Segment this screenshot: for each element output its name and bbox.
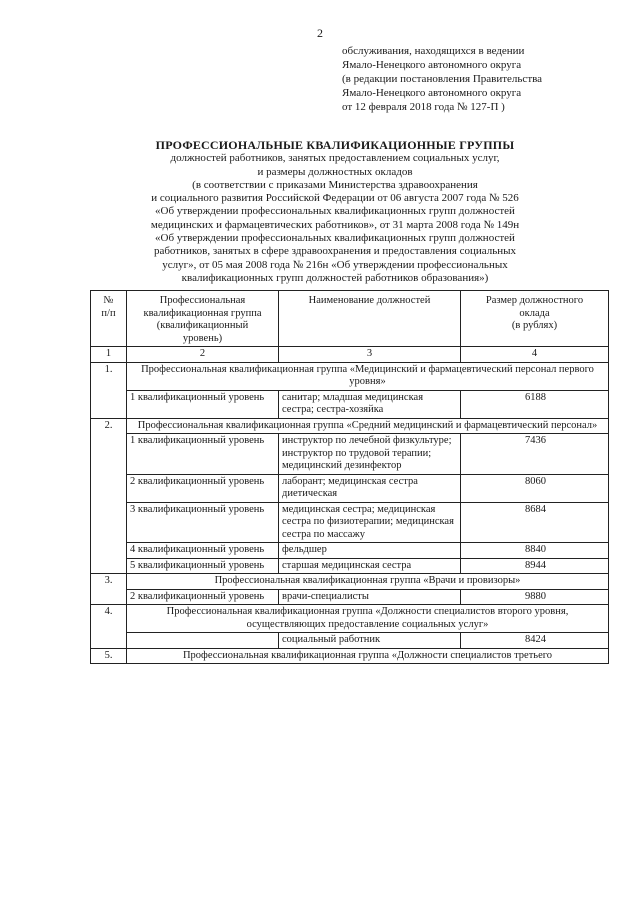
group-number: 3.	[91, 574, 127, 605]
group-number: 1.	[91, 362, 127, 418]
table-row	[91, 633, 609, 649]
table-row	[91, 589, 609, 605]
title-block	[100, 139, 570, 285]
column-number-row	[91, 347, 609, 363]
column-number: 1	[91, 347, 127, 363]
header-note-line: (в редакции постановления Правительства	[342, 73, 543, 85]
header-positions: Наименование должностей	[279, 291, 461, 347]
table-row	[91, 434, 609, 475]
subtitle-line: квалификационных групп должностей работников образования»)	[181, 271, 489, 284]
level-cell: 5 квалификационный уровень	[127, 558, 279, 574]
column-number: 2	[127, 347, 279, 363]
header-note-line: Ямало-Ненецкого автономного округа	[342, 59, 522, 71]
table-body	[91, 362, 609, 664]
table-header-row	[91, 291, 609, 347]
subtitle-line: и размеры должностных окладов	[257, 165, 413, 178]
subtitle-line: и социального развития Российской Федерации от 06 августа 2007 года № 526	[151, 192, 519, 205]
group-title: Профессиональная квалификационная группа «Медицинский и фармацевтический персонал первого уровня»	[127, 362, 609, 390]
header-salary: Размер должностного оклада (в рублях)	[461, 291, 609, 347]
table-row	[91, 558, 609, 574]
group-row	[91, 418, 609, 434]
level-cell: 3 квалификационный уровень	[127, 502, 279, 543]
level-cell: 4 квалификационный уровень	[127, 543, 279, 559]
column-number: 3	[279, 347, 461, 363]
level-cell	[127, 633, 279, 649]
group-number: 5.	[91, 648, 127, 664]
level-cell: 2 квалификационный уровень	[127, 589, 279, 605]
page-number: 2	[317, 26, 323, 40]
subtitle-line: должностей работников, занятых предоставлением социальных услуг,	[170, 152, 500, 165]
qualification-table	[90, 290, 609, 664]
table-row	[91, 502, 609, 543]
group-row	[91, 574, 609, 590]
positions-cell: старшая медицинская сестра	[279, 558, 461, 574]
salary-cell: 7436	[461, 434, 609, 475]
level-cell: 1 квалификационный уровень	[127, 434, 279, 475]
table-row	[91, 474, 609, 502]
table-row	[91, 543, 609, 559]
subtitle-line: «Об утверждении профессиональных квалификационных групп должностей	[155, 232, 515, 245]
header-note-line: Ямало-Ненецкого автономного округа	[342, 87, 522, 99]
header-num: № п/п	[91, 291, 127, 347]
positions-cell: медицинская сестра; медицинская сестра по физиотерапии; медицинская сестра по массажу	[279, 502, 461, 543]
group-row	[91, 648, 609, 664]
subtitle-line: (в соответствии с приказами Министерства здравоохранения	[192, 178, 478, 191]
group-title: Профессиональная квалификационная группа «Должности специалистов второго уровня, осуществляющих предоставление социальных услуг»	[127, 605, 609, 633]
subtitle-line: работников, занятых в сфере здравоохранения и предоставления социальных	[153, 245, 517, 258]
header-note	[342, 44, 622, 114]
salary-cell: 8944	[461, 558, 609, 574]
group-number: 4.	[91, 605, 127, 649]
level-cell: 1 квалификационный уровень	[127, 390, 279, 418]
salary-cell: 8840	[461, 543, 609, 559]
header-group: Профессиональная квалификационная группа (квалификационный уровень)	[127, 291, 279, 347]
level-cell: 2 квалификационный уровень	[127, 474, 279, 502]
positions-cell: инструктор по лечебной физкультуре; инструктор по трудовой терапии; медицинский дезинфектор	[279, 434, 461, 475]
group-title: Профессиональная квалификационная группа «Должности специалистов третьего	[127, 648, 609, 664]
group-row	[91, 362, 609, 390]
positions-cell: социальный работник	[279, 633, 461, 649]
document-title: ПРОФЕССИОНАЛЬНЫЕ КВАЛИФИКАЦИОННЫЕ ГРУППЫ	[155, 138, 515, 152]
table-row	[91, 390, 609, 418]
salary-cell: 8060	[461, 474, 609, 502]
header-note-line: от 12 февраля 2018 года № 127-П )	[342, 101, 505, 113]
salary-cell: 8424	[461, 633, 609, 649]
subtitle-line: «Об утверждении профессиональных квалификационных групп должностей	[155, 205, 515, 218]
group-row	[91, 605, 609, 633]
subtitle-line: медицинских и фармацевтических работников», от 31 марта 2008 года № 149н	[150, 218, 520, 231]
group-title: Профессиональная квалификационная группа «Средний медицинский и фармацевтический персонал»	[127, 418, 609, 434]
header-note-line: обслуживания, находящихся в ведении	[342, 45, 525, 57]
salary-cell: 6188	[461, 390, 609, 418]
subtitle-line: услуг», от 05 мая 2008 года № 216н «Об утверждении профессиональных	[162, 258, 508, 271]
positions-cell: лаборант; медицинская сестра диетическая	[279, 474, 461, 502]
positions-cell: врачи-специалисты	[279, 589, 461, 605]
positions-cell: санитар; младшая медицинская сестра; сестра-хозяйка	[279, 390, 461, 418]
salary-cell: 8684	[461, 502, 609, 543]
group-number: 2.	[91, 418, 127, 574]
salary-cell: 9880	[461, 589, 609, 605]
positions-cell: фельдшер	[279, 543, 461, 559]
column-number: 4	[461, 347, 609, 363]
group-title: Профессиональная квалификационная группа «Врачи и провизоры»	[127, 574, 609, 590]
